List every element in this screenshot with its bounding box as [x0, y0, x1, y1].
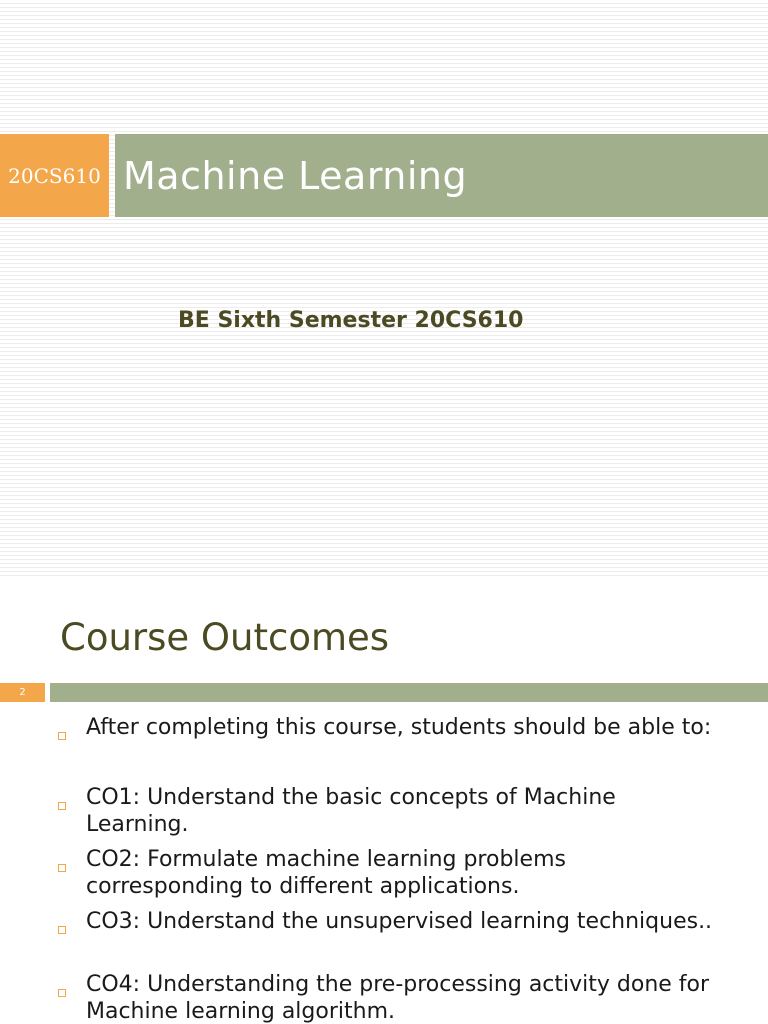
bullet-item: CO2: Formulate machine learning problems corresponding to different applications.	[86, 847, 566, 899]
bullet-item: After completing this course, students should be able to:	[86, 715, 712, 740]
square-bullet-icon	[58, 864, 66, 872]
page-number-badge	[0, 683, 45, 702]
page-number: 2	[19, 687, 26, 698]
slide-subtitle: BE Sixth Semester 20CS610	[178, 308, 524, 333]
course-code-box	[0, 134, 109, 217]
bullet-item: CO3: Understand the unsupervised learning techniques..	[86, 909, 713, 934]
bullet-item: CO1: Understand the basic concepts of Machine Learning.	[86, 785, 616, 837]
course-code: 20CS610	[8, 163, 101, 188]
header-bar	[50, 683, 768, 702]
slide-2	[0, 576, 768, 1024]
square-bullet-icon	[58, 989, 66, 997]
slide-2-title: Course Outcomes	[60, 616, 390, 659]
bullet-item: CO4: Understanding the pre-processing activity done for Machine learning algorithm.	[86, 972, 710, 1024]
title-bar	[115, 134, 768, 217]
square-bullet-icon	[58, 732, 66, 740]
square-bullet-icon	[58, 926, 66, 934]
square-bullet-icon	[58, 802, 66, 810]
slide-title: Machine Learning	[123, 154, 468, 198]
